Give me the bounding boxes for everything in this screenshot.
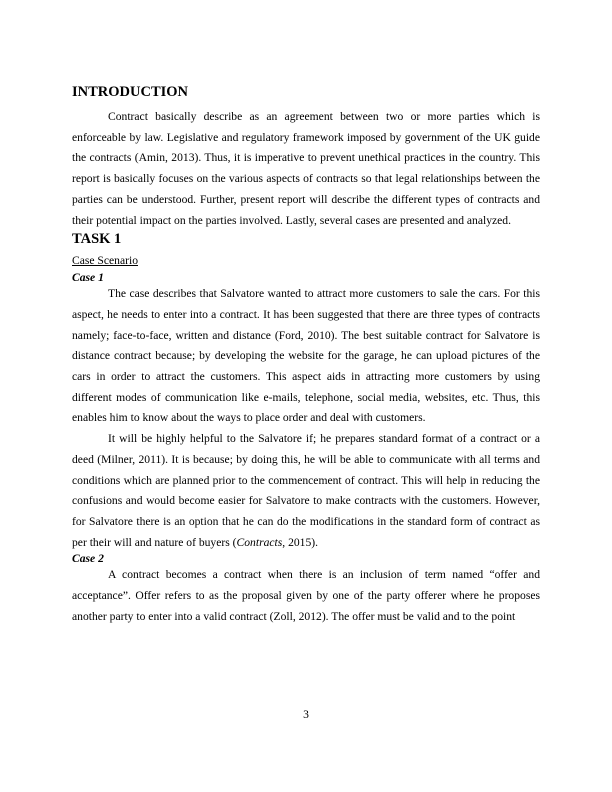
introduction-paragraph: Contract basically describe as an agreement between two or more parties which is enforceable by law. Legislative and regulatory framework imposed by government of the UK guide the contracts (Amin, 2013). Thus, it is imperative to prevent unethical practices in the country. This report is basically focuses on the various aspects of contracts so that legal relationships between the parties can be understood. Further, present report will describe the different types of contracts and their potential impact on the parties involved. Lastly, several cases are presented and analyzed. [72, 110, 540, 227]
case-scenario-label: Case Scenario [72, 254, 138, 268]
case1-heading: Case 1 [72, 271, 104, 285]
case2-paragraph: A contract becomes a contract when there is an inclusion of term named “offer and acceptance”. Offer refers to as the proposal given by one of the party offerer where he proposes another party to enter into a valid contract (Zoll, 2012). The offer must be valid and to the point [72, 568, 540, 623]
page-number: 3 [303, 708, 309, 721]
case1-paragraph-2-text: It will be highly helpful to the Salvatore if; he prepares standard format of a contract or a deed (Milner, 2011). It is because; by doing this, he will be able to communicate with all terms and conditions which are planned prior to the commencement of contract. This will help in reducing the confusions and would become easier for Salvatore to make contracts with the customers. However, for Salvatore there is an option that he can do the modifications in the standard form of contract as per their will and nature of buyers ( [72, 432, 540, 549]
case1-paragraph-1: The case describes that Salvatore wanted to attract more customers to sale the cars. For this aspect, he needs to enter into a contract. It has been suggested that there are three types of contracts namely; face-to-face, written and distance (Ford, 2010). The best suitable contract for Salvatore is distance contract because; by developing the website for the garage, he can upload pictures of the cars in order to attract the customers. This aspect aids in attracting more customers by using different modes of communication like e-mails, telephone, social media, websites, etc. Thus, this enables him to know about the ways to place order and deal with customers. [72, 287, 540, 425]
case1-paragraph-2-citation: Contracts [236, 535, 283, 549]
introduction-heading: INTRODUCTION [72, 84, 189, 100]
task1-heading: TASK 1 [72, 231, 122, 248]
case2-heading: Case 2 [72, 552, 104, 566]
case1-paragraph-2 [72, 429, 540, 553]
document-page [72, 84, 540, 627]
case1-paragraph-2-tail: , 2015). [282, 535, 319, 549]
